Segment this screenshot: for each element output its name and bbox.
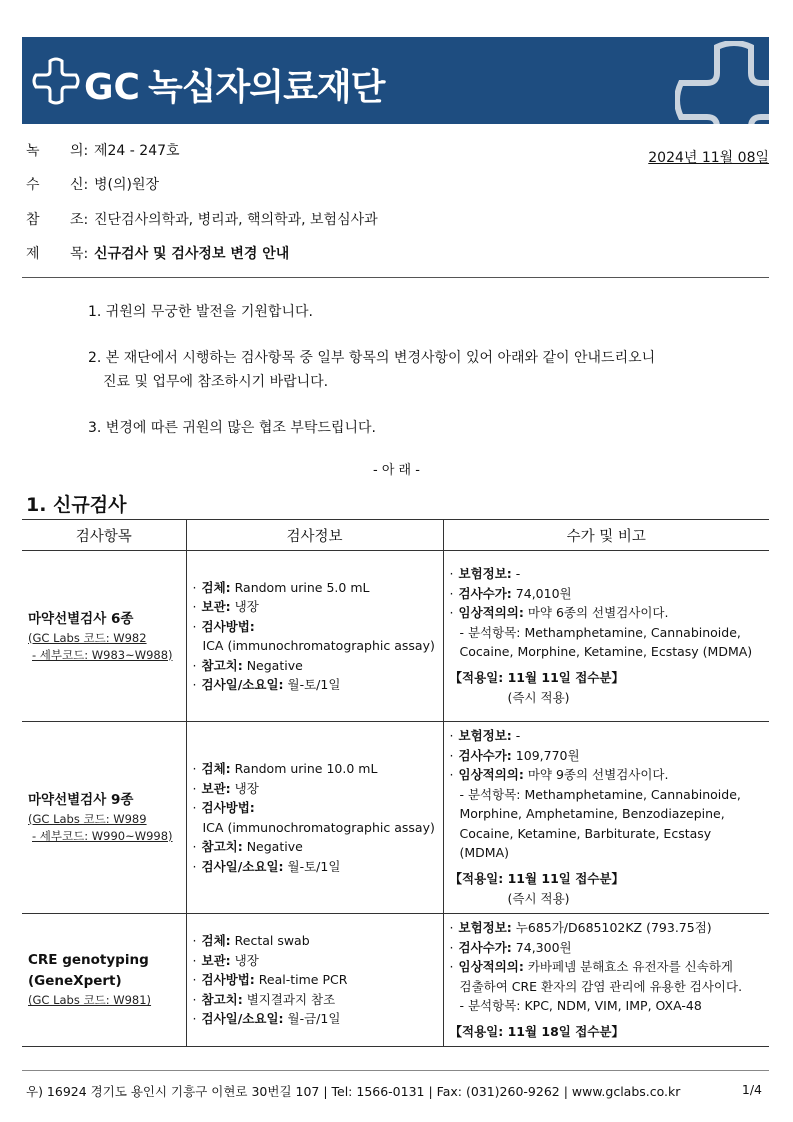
info-method-detail: ICA (immunochromatographic assay) <box>202 638 435 653</box>
decorative-cross-icon <box>675 41 769 124</box>
test-item-cell <box>22 722 186 914</box>
fee-price: · 검사수가: 74,300원 <box>449 939 572 955</box>
fee-insurance: · 보험정보: - <box>449 566 521 582</box>
page-number: 1/4 <box>741 1082 762 1097</box>
document-date: 2024년 11월 08일 <box>648 150 769 166</box>
test-info-cell <box>186 914 443 1047</box>
test-name: 마약선별검사 6종 <box>28 610 134 627</box>
info-method-detail: ICA (immunochromatographic assay) <box>202 819 435 835</box>
table-row <box>22 722 769 914</box>
paragraph-2-line-2: 진료 및 업무에 참조하시기 바랍니다. <box>103 374 329 390</box>
fee-analytes-cont: Morphine, Amphetamine, Benzodiazepine, <box>459 806 725 822</box>
test-info-cell <box>186 551 443 722</box>
apply-date: 【적용일: 11월 11일 접수분】 <box>449 870 624 886</box>
fee-insurance: · 보험정보: - <box>449 728 521 744</box>
reference: 진단검사의학과, 병리과, 핵의학과, 보험심사과 <box>94 212 378 228</box>
test-fee-cell <box>443 551 769 722</box>
paragraph-2-line-1: 2. 본 재단에서 시행하는 검사항목 중 일부 항목의 변경사항이 있어 아래와 같이 안내드리오니 <box>88 350 656 366</box>
brand-name <box>84 59 384 110</box>
test-subcode: - 세부코드: W983~W988) <box>32 647 173 662</box>
info-specimen: · 검체: Random urine 10.0 mL <box>192 761 378 776</box>
col-header-fee: 수가 및 비고 <box>443 520 769 551</box>
test-name: CRE genotyping <box>28 952 149 969</box>
info-method: · 검사방법: <box>192 618 255 634</box>
col-header-item: 검사항목 <box>22 520 186 551</box>
test-subcode: - 세부코드: W990~W998) <box>32 829 173 843</box>
info-schedule: · 검사일/소요일: 월-금/1일 <box>192 1011 341 1026</box>
test-name-platform: (GeneXpert) <box>28 973 122 990</box>
apply-note: (즉시 적용) <box>507 689 570 705</box>
info-reference-value: · 참고치: Negative <box>192 839 303 854</box>
paragraph-3: 3. 변경에 따른 귀원의 많은 협조 부탁드립니다. <box>88 420 376 436</box>
new-tests-table <box>22 519 769 1047</box>
info-method: · 검사방법: <box>192 800 255 815</box>
info-schedule: · 검사일/소요일: 월-토/1일 <box>192 858 341 874</box>
fee-analytes-cont: Cocaine, Morphine, Ketamine, Ecstasy (MDMA) <box>459 644 753 660</box>
test-fee-cell <box>443 722 769 914</box>
fee-insurance: · 보험정보: 누685가/D685102KZ (793.75점) <box>449 920 712 935</box>
test-item-cell <box>22 551 186 722</box>
recipient: 병(의)원장 <box>94 177 160 193</box>
below-marker: - 아 래 - <box>373 463 420 478</box>
test-code: (GC Labs 코드: W989 <box>28 812 147 826</box>
info-method: · 검사방법: Real-time PCR <box>192 972 348 987</box>
fee-analytes-cont: Cocaine, Ketamine, Barbiturate, Ecstasy (MDMA) <box>459 825 712 861</box>
brand-ko: 녹십자의료재단 <box>147 67 385 108</box>
test-name: 마약선별검사 9종 <box>28 792 134 808</box>
table-row <box>22 551 769 722</box>
apply-date: 【적용일: 11월 18일 접수분】 <box>449 1023 624 1039</box>
test-code: (GC Labs 코드: W981) <box>28 993 152 1008</box>
test-info-cell <box>186 722 443 914</box>
table-header-row <box>22 520 769 551</box>
test-code: (GC Labs 코드: W982 <box>28 630 147 645</box>
fee-clinical-significance: · 임상적의의: 카바페넴 분해효소 유전자를 신속하게 <box>449 959 733 974</box>
fee-price: · 검사수가: 109,770원 <box>449 747 580 763</box>
info-storage: · 보관: 냉장 <box>192 952 259 968</box>
brand-en: GC <box>84 67 140 108</box>
test-item-cell <box>22 914 186 1047</box>
info-reference-value: · 참고치: Negative <box>192 657 303 673</box>
fee-clinical-significance: · 임상적의의: 마약 9종의 선별검사이다. <box>449 767 669 783</box>
footer-divider <box>22 1070 769 1071</box>
apply-date: 【적용일: 11월 11일 접수분】 <box>449 669 624 685</box>
info-schedule: · 검사일/소요일: 월-토/1일 <box>192 677 341 692</box>
test-fee-cell <box>443 914 769 1047</box>
section-title: 1. 신규검사 <box>26 494 127 516</box>
info-storage: · 보관: 냉장 <box>192 599 259 614</box>
info-reference-value: · 참고치: 별지결과지 참조 <box>192 991 336 1007</box>
table-row <box>22 914 769 1047</box>
header-banner <box>22 37 769 124</box>
info-storage: · 보관: 냉장 <box>192 780 259 796</box>
fee-analytes: - 분석항목: Methamphetamine, Cannabinoide, <box>459 786 741 802</box>
fee-clinical-significance: · 임상적의의: 마약 6종의 선별검사이다. <box>449 605 669 621</box>
info-specimen: · 검체: Random urine 5.0 mL <box>192 579 370 595</box>
apply-note: (즉시 적용) <box>507 890 570 906</box>
fee-analytes: - 분석항목: KPC, NDM, VIM, IMP, OXA-48 <box>459 998 702 1013</box>
fee-clinical-significance-cont: 검출하여 CRE 환자의 감염 관리에 유용한 검사이다. <box>459 978 743 994</box>
footer <box>26 1082 766 1100</box>
footer-contact: 우) 16924 경기도 용인시 기흥구 이현로 30번길 107 | Tel: 1566-0131 | Fax: (031)260-9262 | www.gclabs.co.kr <box>26 1084 681 1099</box>
subject: 신규검사 및 검사정보 변경 안내 <box>94 246 290 262</box>
gc-cross-logo-icon <box>32 57 80 105</box>
header-divider <box>22 277 769 278</box>
doc-number: 제24 - 247호 <box>94 143 180 159</box>
col-header-info: 검사정보 <box>186 520 443 551</box>
paragraph-1: 1. 귀원의 무궁한 발전을 기원합니다. <box>88 304 313 320</box>
fee-analytes: - 분석항목: Methamphetamine, Cannabinoide, <box>459 624 741 640</box>
fee-price: · 검사수가: 74,010원 <box>449 585 572 601</box>
info-specimen: · 검체: Rectal swab <box>192 933 310 948</box>
